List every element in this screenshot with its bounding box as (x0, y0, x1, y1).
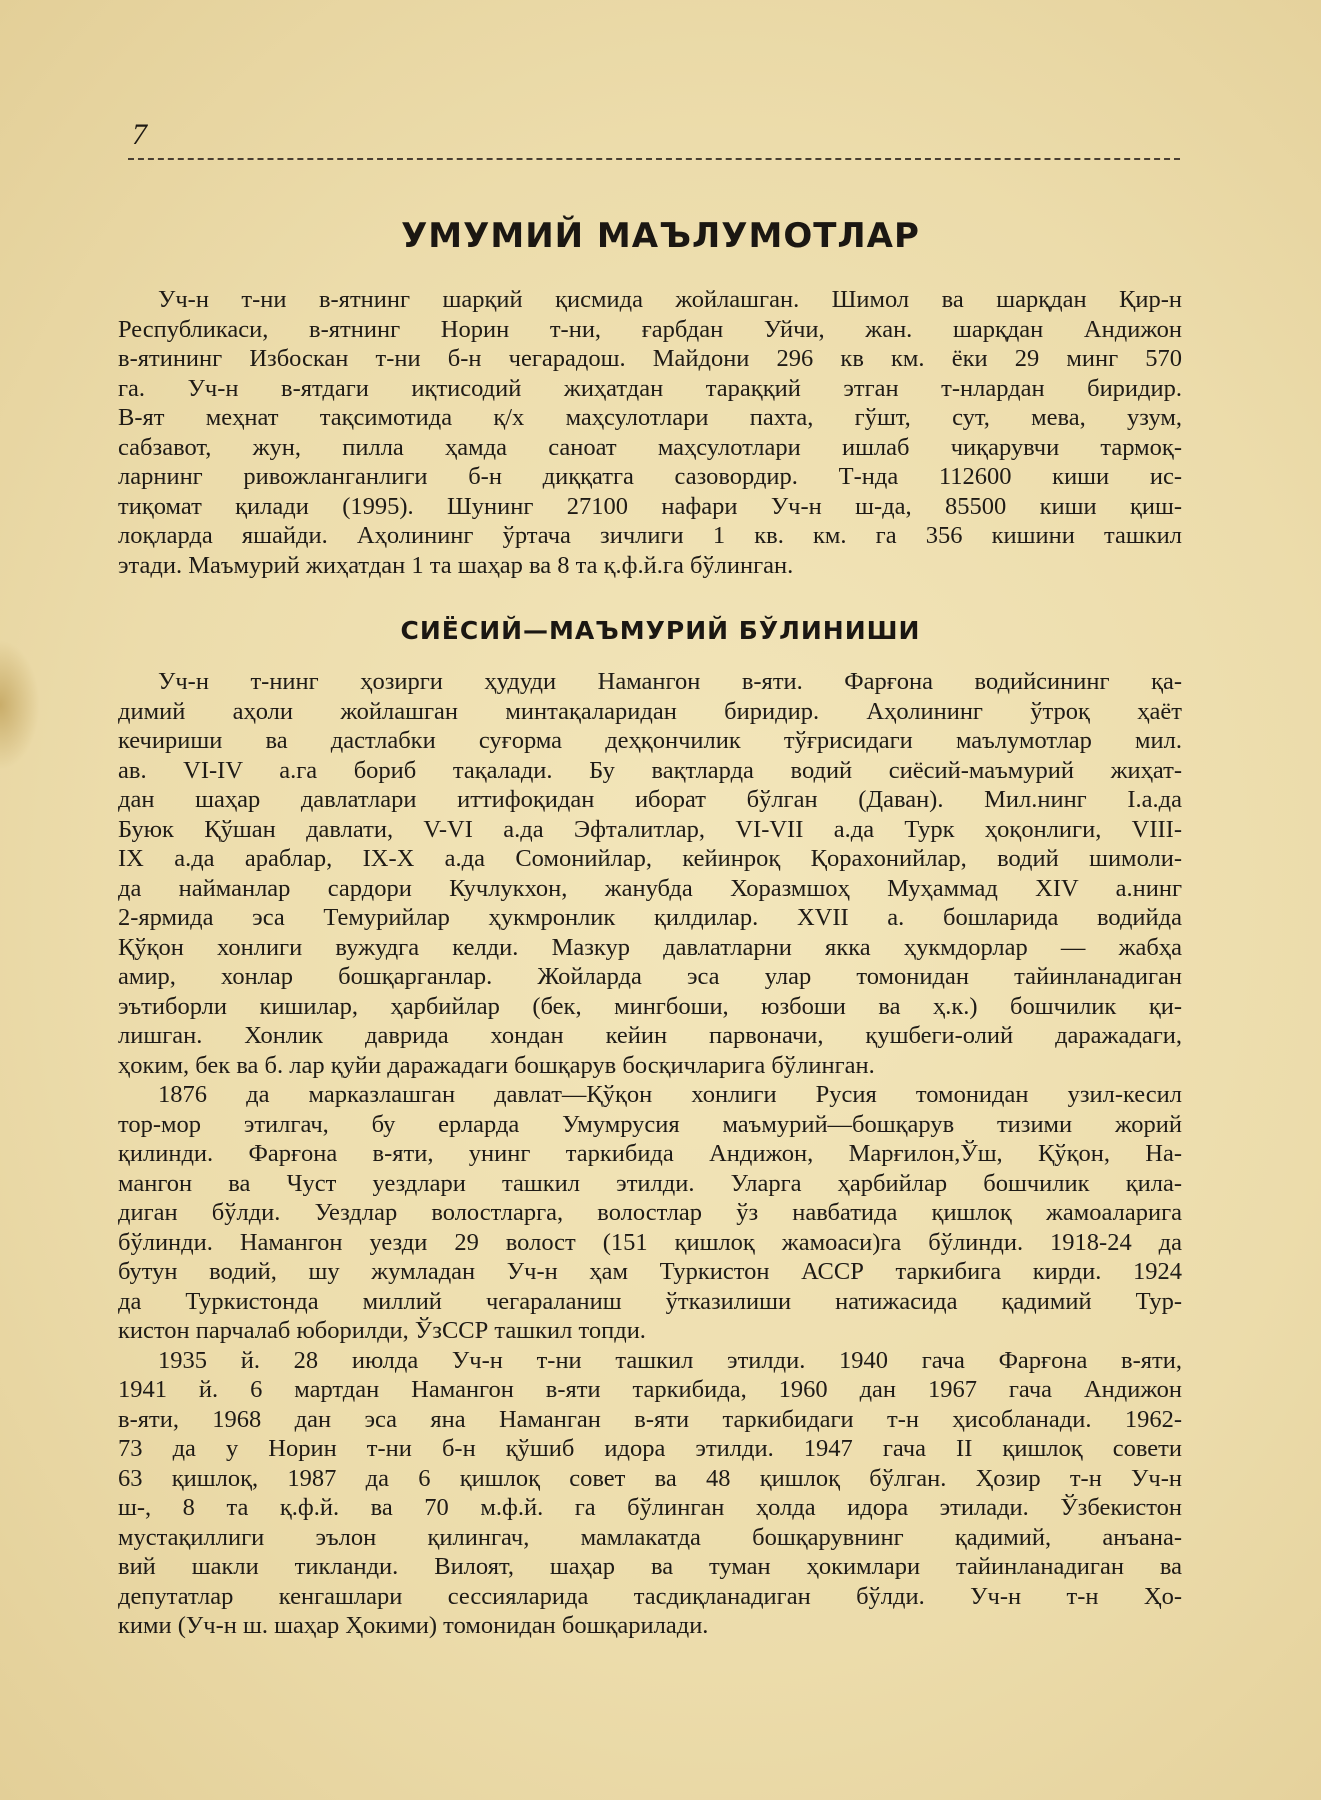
text-line: Уч-н т-ни в-ятнинг шарқий қисмида жойлашган. Шимол ва шарқдан Қир-н (158, 286, 1182, 313)
text-line: 73 да у Норин т-ни б-н қўшиб идора этилди. 1947 гача II қишлоқ совети (118, 1435, 1182, 1462)
text-line: мангон ва Чуст уездлари ташкил этилди. Уларга ҳарбийлар бошчилик қила- (118, 1169, 1182, 1197)
header-rule (128, 158, 1180, 160)
text-line: кечириши ва дастлабки суғорма деҳқончилик тўғрисидаги маълумотлар мил. (118, 727, 1182, 754)
text-line: ларнинг ривожланганлиги б-н диққатга сазовордир. Т-нда 112600 киши ис- (118, 463, 1182, 490)
text-line: в-ятининг Избоскан т-ни б-н чегарадош. Майдони 296 кв км. ёки 29 минг 570 (118, 345, 1182, 372)
text-line: 1935 й. 28 июлда Уч-н т-ни ташкил этилди. 1940 гача Фарғона в-яти, (158, 1346, 1182, 1374)
text-line: кими (Уч-н ш. шаҳар Ҳокими) томонидан бошқарилади. (118, 1612, 709, 1639)
text-line: ш-, 8 та қ.ф.й. ва 70 м.ф.й. га бўлинган ҳолда идора этилади. Ўзбекистон (118, 1494, 1182, 1521)
text-line: да Туркистонда миллий чегараланиш ўтказилиши натижасида қадимий Тур- (118, 1287, 1182, 1315)
text-line: га. Уч-н в-ятдаги иқтисодий жиҳатдан тараққий этган т-нлардан биридир. (118, 374, 1182, 402)
text-line: 63 қишлоқ, 1987 да 6 қишлоқ совет ва 48 қишлоқ бўлган. Ҳозир т-н Уч-н (118, 1464, 1182, 1492)
text-line: Қўқон хонлиги вужудга келди. Мазкур давлатларни якка ҳукмдорлар — жабҳа (118, 933, 1182, 961)
text-line: 1876 да марказлашган давлат—Қўқон хонлиги Русия томонидан узил-кесил (158, 1081, 1182, 1108)
text-line: Буюк Қўшан давлати, V-VI а.да Эфталитлар, VI-VII а.да Турк ҳоқонлиги, VIII- (118, 815, 1182, 843)
text-line: этади. Маъмурий жиҳатдан 1 та шаҳар ва 8 та қ.ф.й.га бўлинган. (118, 551, 794, 579)
text-line: тиқомат қилади (1995). Шунинг 27100 нафари Уч-н ш-да, 85500 киши қиш- (118, 492, 1182, 520)
text-line: мустақиллиги эълон қилингач, мамлакатда бошқарувнинг қадимий, анъана- (118, 1523, 1182, 1551)
paper-stain (0, 640, 40, 770)
section-general-info-body (118, 285, 1182, 580)
text-line: кистон парчалаб юборилди, ЎзССР ташкил топди. (118, 1317, 646, 1344)
text-line: диган бўлди. Уездлар волостларга, волостлар ўз навбатида қишлоқ жамоаларига (118, 1199, 1182, 1226)
text-line: дан шаҳар давлатлари иттифоқидан иборат бўлган (Даван). Мил.нинг I.а.да (118, 786, 1182, 813)
text-line: ҳоким, бек ва б. лар қуйи даражадаги бошқарув босқичларига бўлинган. (118, 1051, 875, 1079)
text-line: тор-мор этилгач, бу ерларда Умумрусия маъмурий—бошқарув тизими жорий (118, 1110, 1182, 1138)
text-line: амир, хонлар бошқарганлар. Жойларда эса улар томонидан тайинланадиган (118, 963, 1182, 990)
section-title-general-info: УМУМИЙ МАЪЛУМОТЛАР (401, 216, 920, 256)
section-title-political-division: СИЁСИЙ—МАЪМУРИЙ БЎЛИНИШИ (400, 616, 921, 645)
text-line: қилинди. Фарғона в-яти, унинг таркибида Андижон, Марғилон,Ўш, Қўқон, На- (118, 1140, 1182, 1167)
text-line: сабзавот, жун, пилла ҳамда саноат маҳсулотлари ишлаб чиқарувчи тармоқ- (118, 433, 1182, 461)
page-number: 7 (132, 118, 147, 151)
text-line: депутатлар кенгашлари сессияларида тасдиқланадиган бўлди. Уч-н т-н Ҳо- (118, 1582, 1182, 1610)
text-line: димий аҳоли жойлашган минтақаларидан биридир. Аҳолининг ўтроқ ҳаёт (118, 697, 1182, 725)
text-line: вий шакли тикланди. Вилоят, шаҳар ва туман ҳокимлари тайинланадиган ва (118, 1553, 1182, 1580)
text-line: лоқларда яшайди. Аҳолининг ўртача зичлиги 1 кв. км. га 356 кишини ташкил (118, 522, 1182, 549)
text-line: Уч-н т-нинг ҳозирги ҳудуди Намангон в-яти. Фарғона водийсининг қа- (158, 668, 1182, 695)
text-line: да найманлар сардори Кучлукхон, жанубда Хоразмшоҳ Муҳаммад XIV а.нинг (118, 874, 1182, 902)
text-line: 2-ярмида эса Темурийлар ҳукмронлик қилдилар. XVII а. бошларида водийда (118, 904, 1182, 931)
text-line: В-ят меҳнат тақсимотида қ/х маҳсулотлари пахта, гўшт, сут, мева, узум, (118, 404, 1182, 431)
section-political-division-body (118, 667, 1182, 1641)
text-line: эътиборли кишилар, ҳарбийлар (бек, мингбоши, юзбоши ва ҳ.к.) бошчилик қи- (118, 992, 1182, 1020)
text-line: бутун водий, шу жумладан Уч-н ҳам Туркистон АССР таркибига кирди. 1924 (118, 1258, 1182, 1285)
text-line: ав. VI-IV а.га бориб тақалади. Бу вақтларда водий сиёсий-маъмурий жиҳат- (118, 756, 1182, 784)
text-line: лишган. Хонлик даврида хондан кейин парвоначи, қушбеги-олий даражадаги, (118, 1022, 1182, 1049)
text-line: бўлинди. Намангон уезди 29 волост (151 қишлоқ жамоаси)га бўлинди. 1918-24 да (118, 1228, 1182, 1256)
text-line: IX а.да араблар, IX-X а.да Сомонийлар, кейинроқ Қорахонийлар, водий шимоли- (118, 845, 1182, 872)
text-line: Республикаси, в-ятнинг Норин т-ни, ғарбдан Уйчи, жан. шарқдан Андижон (118, 315, 1182, 343)
text-line: в-яти, 1968 дан эса яна Наманган в-яти таркибидаги т-н ҳисобланади. 1962- (118, 1405, 1182, 1433)
text-line: 1941 й. 6 мартдан Намангон в-яти таркибида, 1960 дан 1967 гача Андижон (118, 1376, 1182, 1403)
